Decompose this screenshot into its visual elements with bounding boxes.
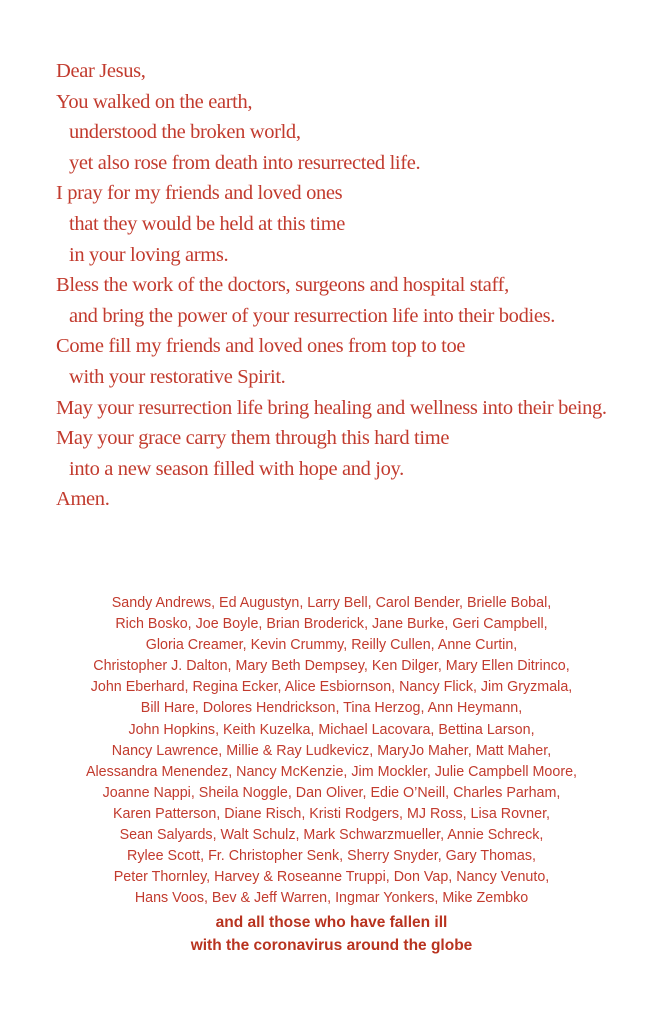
names-list bbox=[0, 593, 663, 909]
names-line: Alessandra Menendez, Nancy McKenzie, Jim Mockler, Julie Campbell Moore, bbox=[85, 763, 578, 780]
names-line: Hans Voos, Bev & Jeff Warren, Ingmar Yonkers, Mike Zembko bbox=[134, 890, 529, 907]
closing-line: and all those who have fallen ill bbox=[215, 914, 448, 931]
names-line: Christopher J. Dalton, Mary Beth Dempsey, Ken Dilger, Mary Ellen Ditrinco, bbox=[93, 658, 570, 675]
prayer-line: May your grace carry them through this hard time bbox=[56, 427, 450, 450]
names-line: John Eberhard, Regina Ecker, Alice Esbiornson, Nancy Flick, Jim Gryzmala, bbox=[90, 679, 573, 696]
names-line: Bill Hare, Dolores Hendrickson, Tina Herzog, Ann Heymann, bbox=[140, 700, 523, 717]
names-line: Joanne Nappi, Sheila Noggle, Dan Oliver, Edie O’Neill, Charles Parham, bbox=[102, 784, 561, 801]
prayer-line: Dear Jesus, bbox=[56, 60, 146, 82]
prayer-line: yet also rose from death into resurrected life. bbox=[69, 151, 421, 174]
prayer-line: I pray for my friends and loved ones bbox=[56, 182, 343, 205]
names-line: Peter Thornley, Harvey & Roseanne Truppi, Don Vap, Nancy Venuto, bbox=[113, 869, 550, 886]
prayer-line: in your loving arms. bbox=[69, 243, 229, 266]
names-line: Sean Salyards, Walt Schulz, Mark Schwarzmueller, Annie Schreck, bbox=[119, 827, 544, 844]
prayer-line: understood the broken world, bbox=[69, 121, 301, 144]
names-line: Sandy Andrews, Ed Augustyn, Larry Bell, Carol Bender, Brielle Bobal, bbox=[111, 595, 552, 611]
names-line: Karen Patterson, Diane Risch, Kristi Rodgers, MJ Ross, Lisa Rovner, bbox=[112, 805, 551, 822]
prayer-text bbox=[56, 56, 656, 515]
prayer-line: Bless the work of the doctors, surgeons and hospital staff, bbox=[56, 274, 509, 297]
prayer-line: and bring the power of your resurrection life into their bodies. bbox=[69, 304, 555, 327]
names-line: Gloria Creamer, Kevin Crummy, Reilly Cullen, Anne Curtin, bbox=[145, 637, 518, 654]
names-line: Nancy Lawrence, Millie & Ray Ludkevicz, MaryJo Maher, Matt Maher, bbox=[111, 742, 552, 759]
prayer-line: Come fill my friends and loved ones from top to toe bbox=[56, 335, 466, 358]
prayer-line: May your resurrection life bring healing and wellness into their being. bbox=[56, 396, 607, 419]
names-line: John Hopkins, Keith Kuzelka, Michael Lacovara, Bettina Larson, bbox=[128, 721, 535, 738]
prayer-line: that they would be held at this time bbox=[69, 212, 346, 235]
names-line: Rich Bosko, Joe Boyle, Brian Broderick, Jane Burke, Geri Campbell, bbox=[115, 616, 548, 633]
prayer-line: with your restorative Spirit. bbox=[69, 365, 286, 388]
closing-line: with the coronavirus around the globe bbox=[190, 936, 473, 954]
names-line: Rylee Scott, Fr. Christopher Senk, Sherry Snyder, Gary Thomas, bbox=[127, 848, 536, 865]
prayer-line: You walked on the earth, bbox=[56, 90, 253, 113]
closing-text bbox=[0, 912, 663, 957]
prayer-line: into a new season filled with hope and joy. bbox=[69, 457, 404, 480]
prayer-line: Amen. bbox=[56, 488, 110, 511]
